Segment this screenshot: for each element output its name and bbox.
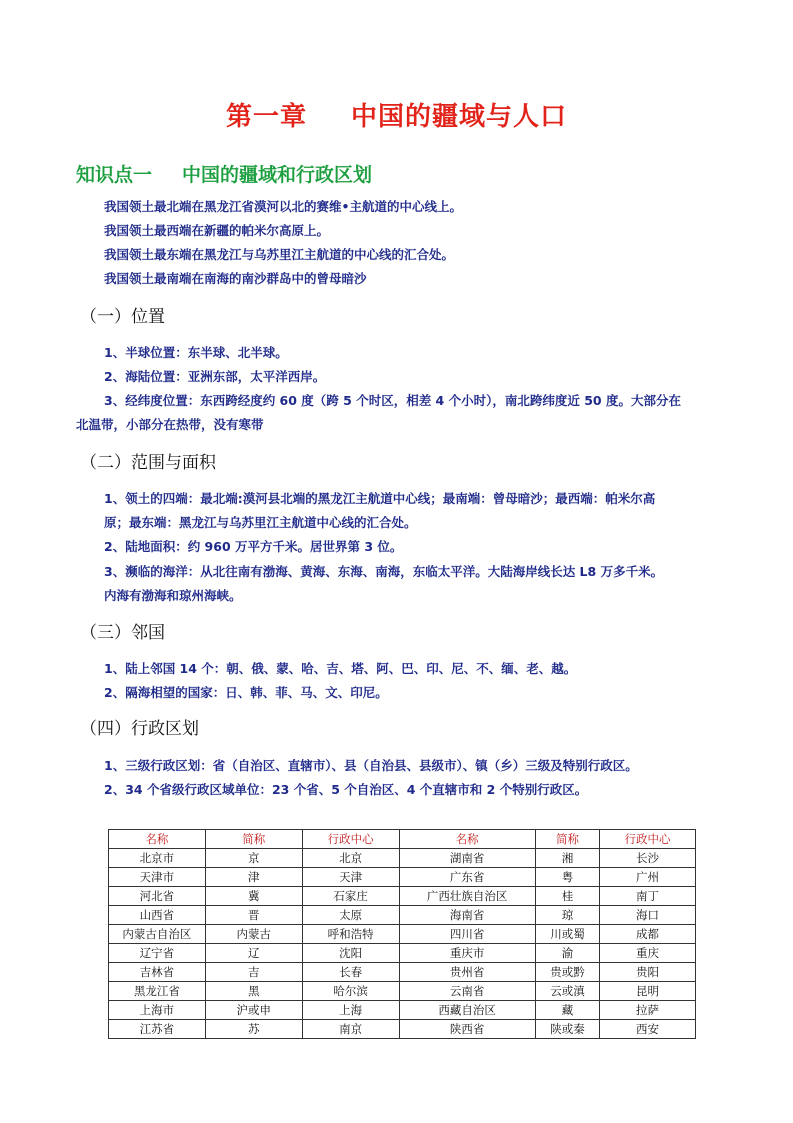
- list-item: 2、34 个省级行政区域单位：23 个省、5 个自治区、4 个直辖市和 2 个特别行政区。: [104, 782, 588, 797]
- table-cell: 内蒙古自治区: [109, 925, 206, 944]
- list-item: 3、濒临的海洋：从北往南有渤海、黄海、东海、南海，东临太平洋。大陆海岸线长达 L8 万多千米。: [104, 564, 664, 579]
- list-item: 2、陆地面积：约 960 万平方千米。居世界第 3 位。: [104, 539, 403, 554]
- table-cell: 河北省: [109, 887, 206, 906]
- table-cell: 辽: [205, 944, 302, 963]
- table-row: [109, 849, 696, 868]
- table-cell: 太原: [302, 906, 399, 925]
- table-cell: 苏: [205, 1020, 302, 1039]
- list-item: 原；最东端：黑龙江与乌苏里江主航道中心线的汇合处。: [104, 515, 417, 530]
- table-cell: 哈尔滨: [302, 982, 399, 1001]
- table-cell: 海南省: [399, 906, 535, 925]
- table-row: [109, 906, 696, 925]
- table-cell: 黑龙江省: [109, 982, 206, 1001]
- list-item: 内海有渤海和琼州海峡。: [104, 588, 242, 603]
- table-row: [109, 1020, 696, 1039]
- table-cell: 南京: [302, 1020, 399, 1039]
- table-cell: 内蒙古: [205, 925, 302, 944]
- list-item: 1、陆上邻国 14 个：朝、俄、蒙、哈、吉、塔、阿、巴、印、尼、不、缅、老、越。: [104, 661, 577, 676]
- table-cell: 云或滇: [535, 982, 599, 1001]
- header-capital: 行政中心: [302, 830, 399, 849]
- table-cell: 川或蜀: [535, 925, 599, 944]
- table-cell: 湖南省: [399, 849, 535, 868]
- table-cell: 海口: [600, 906, 696, 925]
- list-item: 1、领土的四端：最北端:漠河县北端的黑龙江主航道中心线；最南端：曾母暗沙；最西端：帕米尔高: [104, 491, 656, 506]
- table-cell: 沪或申: [205, 1001, 302, 1020]
- header-abbr: 简称: [205, 830, 302, 849]
- table-row: [109, 963, 696, 982]
- table-cell: 呼和浩特: [302, 925, 399, 944]
- table-row: [109, 982, 696, 1001]
- header-abbr: 简称: [535, 830, 599, 849]
- table-cell: 渝: [535, 944, 599, 963]
- table-cell: 天津市: [109, 868, 206, 887]
- section-heading-location: （一）位置: [80, 307, 165, 327]
- table-cell: 长春: [302, 963, 399, 982]
- table-cell: 山西省: [109, 906, 206, 925]
- table-cell: 西安: [600, 1020, 696, 1039]
- table-cell: 云南省: [399, 982, 535, 1001]
- table-cell: 黑: [205, 982, 302, 1001]
- table-cell: 重庆市: [399, 944, 535, 963]
- table-cell: 上海市: [109, 1001, 206, 1020]
- table-row: [109, 887, 696, 906]
- list-item: 1、三级行政区划：省（自治区、直辖市）、县（自治县、县级市）、镇（乡）三级及特别行政区。: [104, 758, 638, 773]
- knowledge-point-name: 中国的疆域和行政区划: [182, 164, 373, 186]
- table-cell: 湘: [535, 849, 599, 868]
- table-row: [109, 944, 696, 963]
- list-item: 3、经纬度位置：东西跨经度约 60 度（跨 5 个时区，相差 4 个小时），南北跨纬度近 50 度。大部分在: [104, 393, 681, 408]
- province-table: [108, 829, 696, 1039]
- section-heading-area: （二）范围与面积: [80, 453, 216, 473]
- table-cell: 京: [205, 849, 302, 868]
- list-item: 1、半球位置：东半球、北半球。: [104, 345, 288, 360]
- extreme-east: 我国领土最东端在黑龙江与乌苏里江主航道的中心线的汇合处。: [104, 247, 455, 262]
- table-cell: 上海: [302, 1001, 399, 1020]
- table-cell: 西藏自治区: [399, 1001, 535, 1020]
- table-cell: 重庆: [600, 944, 696, 963]
- table-cell: 桂: [535, 887, 599, 906]
- list-item: 2、隔海相望的国家：日、韩、菲、马、文、印尼。: [104, 685, 388, 700]
- table-cell: 昆明: [600, 982, 696, 1001]
- table-cell: 贵州省: [399, 963, 535, 982]
- table-cell: 津: [205, 868, 302, 887]
- knowledge-point-label: 知识点一: [76, 164, 153, 186]
- table-cell: 琼: [535, 906, 599, 925]
- table-cell: 拉萨: [600, 1001, 696, 1020]
- chapter-number: 第一章: [225, 102, 307, 132]
- chapter-title: [0, 96, 793, 133]
- table-row: [109, 868, 696, 887]
- section-heading-admin: （四）行政区划: [80, 719, 199, 739]
- list-item: 北温带，小部分在热带，没有寒带: [76, 417, 264, 432]
- extreme-north: 我国领土最北端在黑龙江省漠河以北的赛维•主航道的中心线上。: [104, 199, 462, 214]
- table-cell: 吉: [205, 963, 302, 982]
- table-cell: 南丁: [600, 887, 696, 906]
- table-cell: 天津: [302, 868, 399, 887]
- chapter-name: 中国的疆域与人口: [351, 102, 568, 132]
- table-cell: 粤: [535, 868, 599, 887]
- table-cell: 晋: [205, 906, 302, 925]
- list-item: 2、海陆位置：亚洲东部，太平洋西岸。: [104, 369, 326, 384]
- table-cell: 成都: [600, 925, 696, 944]
- table-cell: 四川省: [399, 925, 535, 944]
- section-heading-neighbors: （三）邻国: [80, 623, 165, 643]
- table-cell: 北京: [302, 849, 399, 868]
- table-header-row: [109, 830, 696, 849]
- table-cell: 广州: [600, 868, 696, 887]
- table-cell: 江苏省: [109, 1020, 206, 1039]
- header-name: 名称: [109, 830, 206, 849]
- table-cell: 吉林省: [109, 963, 206, 982]
- table-cell: 陕或秦: [535, 1020, 599, 1039]
- header-name: 名称: [399, 830, 535, 849]
- table-cell: 辽宁省: [109, 944, 206, 963]
- extreme-west: 我国领土最西端在新疆的帕米尔高原上。: [104, 223, 330, 238]
- table-cell: 长沙: [600, 849, 696, 868]
- table-cell: 广东省: [399, 868, 535, 887]
- table-cell: 北京市: [109, 849, 206, 868]
- table-cell: 石家庄: [302, 887, 399, 906]
- table-cell: 藏: [535, 1001, 599, 1020]
- table-cell: 陕西省: [399, 1020, 535, 1039]
- extreme-south: 我国领土最南端在南海的南沙群岛中的曾母暗沙: [104, 271, 367, 286]
- knowledge-point-title: [76, 160, 372, 187]
- table-cell: 沈阳: [302, 944, 399, 963]
- table-body: [109, 849, 696, 1039]
- header-capital: 行政中心: [600, 830, 696, 849]
- table-row: [109, 1001, 696, 1020]
- table-cell: 冀: [205, 887, 302, 906]
- table-cell: 广西壮族自治区: [399, 887, 535, 906]
- table-row: [109, 925, 696, 944]
- table-cell: 贵阳: [600, 963, 696, 982]
- table-cell: 贵或黔: [535, 963, 599, 982]
